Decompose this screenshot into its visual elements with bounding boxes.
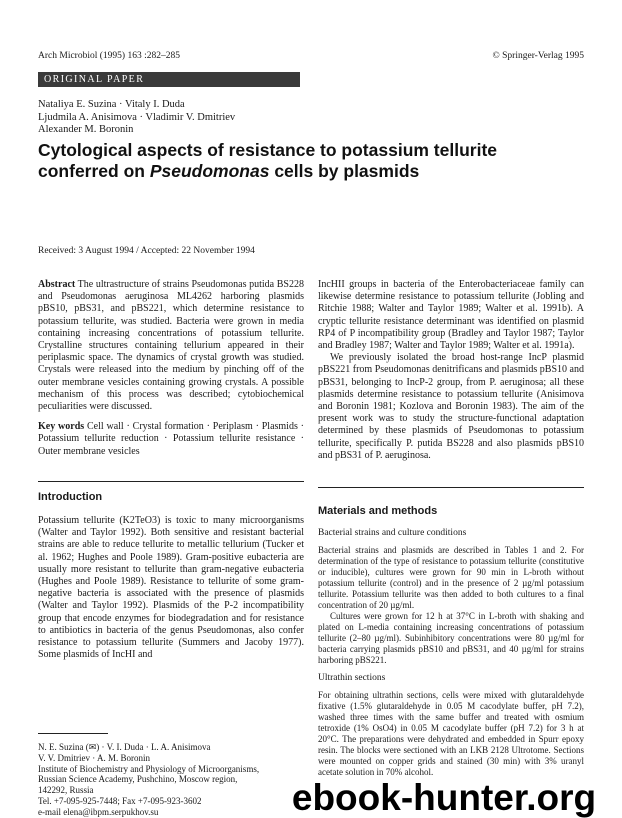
- copyright-notice: © Springer-Verlag 1995: [492, 51, 584, 61]
- svg-text:ebook-hunter.org: ebook-hunter.org: [291, 777, 597, 818]
- affiliation-line: 142292, Russia: [38, 785, 94, 796]
- section-divider: [38, 481, 304, 482]
- title-line-1: Cytological aspects of resistance to potassium tellurite: [38, 140, 498, 160]
- introduction-text-block: [38, 515, 304, 661]
- affiliation-line: V. V. Dmitriev · A. M. Boronin: [38, 752, 151, 763]
- affiliation-line: e-mail elena@ibpm.serpukhov.su: [38, 806, 159, 817]
- abstract-block: [38, 279, 304, 458]
- methods-text-block: [318, 690, 584, 778]
- received-dates: Received: 3 August 1994 / Accepted: 22 November 1994: [38, 246, 255, 256]
- intro-paragraph: We previously isolated the broad host-range IncP plasmid pBS221 from Pseudomonas denitrificans and plasmids pBS10 and pBS31, belonging to IncP-2 group, from P. aeruginosa; all these plasmids determine resistance to potassium tellurite (Anisimova and Boronin 1981; Kozlova and Boronin 1983). The aim of the present work was to study the structure-functional adaptation determined by these plasmids of Pseudomonas to potassium tellurite, specifically P. putida BS228 and also plasmids pBS10 and pBS31 of P. aeruginosa.: [318, 352, 584, 461]
- author-line: Ljudmila A. Anisimova · Vladimir V. Dmitriev: [38, 111, 236, 123]
- section-banner: ORIGINAL PAPER: [38, 72, 300, 87]
- author-line: Nataliya E. Suzina · Vitaly I. Duda: [38, 99, 185, 110]
- journal-citation: Arch Microbiol (1995) 163 :282–285: [38, 51, 180, 61]
- methods-subheading: Bacterial strains and culture conditions: [318, 528, 467, 538]
- affiliation-line: N. E. Suzina (✉) · V. I. Duda · L. A. Anisimova: [38, 742, 211, 752]
- title-text: conferred on: [38, 161, 150, 181]
- methods-subheading: Ultrathin sections: [318, 673, 386, 683]
- methods-paragraph: Cultures were grown for 12 h at 37°C in L-broth with shaking and plated on L-media containing increasing concentrations of potassium tellurite (2–80 µg/ml). Subinhibitory concentrations were 80 µg/ml for bacteria carrying plasmids pBS10 and pBS31, and 40 µg/ml for strains harboring pBS221.: [318, 611, 584, 665]
- paper-title: [38, 140, 598, 182]
- author-line: Alexander M. Boronin: [38, 124, 134, 136]
- abstract-text: The ultrastructure of strains Pseudomonas putida BS228 and Pseudomonas aeruginosa ML4262 harboring plasmids pBS10, pBS31, and pBS221, which determine resistance to potassium tellurite, was studied. Bacteria were grown in media containing increasing concentrations of potassium tellurite. Crystalline structures containing tellurium appeared in their periplasmic space. The dynamics of crystal growth was studied. Crystals were released into the medium by pinching off of the outer membrane vesicles containing growing crystals. A possible mechanism of this process was described; cytobiochemical peculiarities were discussed.: [38, 279, 304, 413]
- methods-paragraph: For obtaining ultrathin sections, cells were mixed with glutaraldehyde fixative (1.5% glutaraldehyde in 0.05 M cacodylate buffer, pH 7.2), washed three times with the same buffer and treated with osmium tetroxide (1% OsO4) in 0.05 M cacodylate buffer (pH 7.2) for 3 h at 20°C. The preparations were dehydrated and embedded in Spurr epoxy resin. The blocks were sectioned with an LKB 2128 Ultrotome. Sections were mounted on copper grids and stained (30 min) with 3% uranyl acetate solution in 70% alcohol.: [318, 690, 584, 777]
- intro-paragraph: IncHII groups in bacteria of the Enterobacteriaceae family can likewise determine resistance to potassium tellurite (Jobling and Ritchie 1988; Walter and Taylor 1989; Walter et al. 1991b). A cryptic tellurite resistance determinant was identified on plasmid RP4 of P incompatibility group (Bradley and Taylor 1987; Taylor and Bradley 1987; Walter and Taylor 1989; Walter et al. 1991a).: [318, 279, 584, 352]
- keywords-label: Key words: [38, 421, 85, 433]
- title-text: cells by plasmids: [269, 161, 420, 181]
- affiliation-line: Tel. +7-095-925-7448; Fax +7-095-923-3602: [38, 795, 202, 806]
- affiliation-block: [38, 742, 304, 818]
- footnote-rule: [38, 733, 108, 734]
- methods-paragraph: Bacterial strains and plasmids are described in Tables 1 and 2. For determination of the type of resistance to potassium tellurite (constitutive or inducible), cultures were grown for 90 min in L-broth without potassium tellurite (control) and in the presence of 2 µg/ml potassium tellurite. Potassium tellurite was then added to both cultures to a final concentration of 20 µg/ml.: [318, 545, 584, 610]
- intro-continued-block: [318, 279, 584, 462]
- title-line-2: [38, 161, 598, 182]
- affiliation-line: Russian Science Academy, Pushchino, Moscow region,: [38, 774, 238, 785]
- methods-text-block: [318, 545, 584, 666]
- methods-heading: Materials and methods: [318, 505, 438, 517]
- abstract-label: Abstract: [38, 279, 76, 290]
- keywords-text: Cell wall · Crystal formation · Periplasm · Plasmids · Potassium tellurite reduction · Potassium tellurite resistance · Outer membrane vesicles: [38, 421, 304, 457]
- introduction-heading: Introduction: [38, 491, 103, 503]
- author-list: [38, 99, 235, 137]
- section-divider: [318, 487, 584, 488]
- affiliation-line: Institute of Biochemistry and Physiology of Microorganisms,: [38, 763, 260, 774]
- title-genus: Pseudomonas: [149, 161, 270, 181]
- watermark-logo: [268, 774, 620, 818]
- introduction-text: Potassium tellurite (K2TeO3) is toxic to many microorganisms (Walter and Taylor 1992). Both sensitive and resistant bacterial strains are able to reduce tellurite to metallic tellurium (Tucker et al. 1962; Hughes and Poole 1989). Gram-positive eubacteria are usually more resistant to tellurite than gram-negative eubacteria (Hughes and Poole 1989). Resistance to tellurite of some gram-negative bacteria is associated with the presence of plasmids (Walter and Taylor 1992). Plasmids of the P-2 incompatibility group that encode enzymes for biodegradation and for resistance to antibiotics in bacteria of the genus Pseudomonas, also confer resistance to potassium tellurite (Summers and Jacoby 1977). Some plasmids of IncHI and: [38, 515, 304, 661]
